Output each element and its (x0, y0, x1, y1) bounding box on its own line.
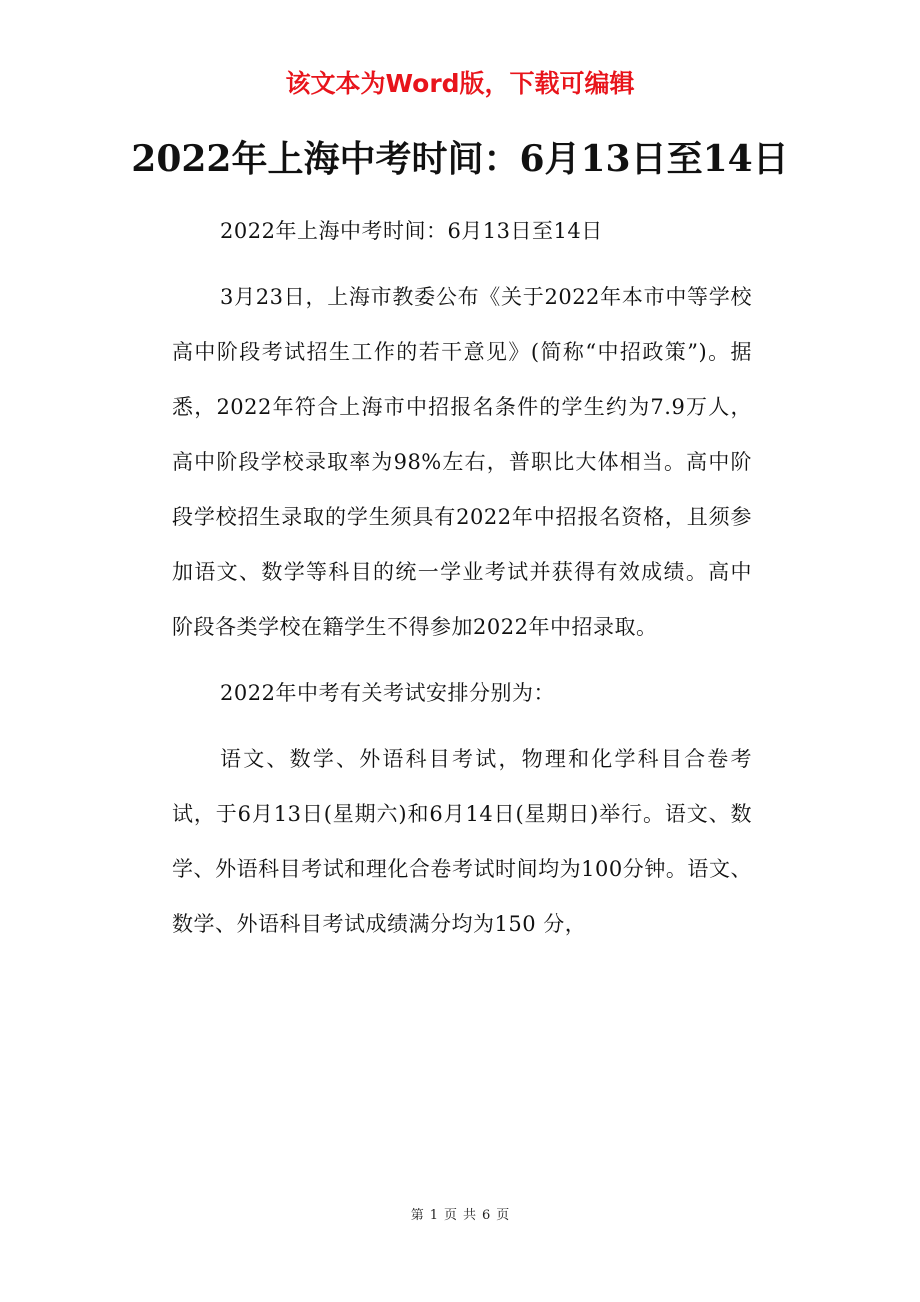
page-footer (0, 1206, 920, 1226)
footer-prefix: 第 (410, 1208, 424, 1223)
paragraph: 语文、数学、外语科目考试，物理和化学科目合卷考试，于6月13日(星期六)和6月14日(星期日)举行。语文、数学、外语科目考试和理化合卷考试时间均为100分钟。语文、数学、外语科目考试成绩满分均为150 分， (172, 747, 752, 936)
document-body (172, 204, 752, 963)
footer-page-word: 页 (443, 1208, 457, 1223)
footer-suffix: 页 (496, 1208, 510, 1223)
paragraph: 3月23日，上海市教委公布《关于2022年本市中等学校高中阶段考试招生工作的若干意见》(简称“中招政策”)。据悉，2022年符合上海市中招报名条件的学生约为7.9万人，高中阶段学校录取率为98%左右，普职比大体相当。高中阶段学校招生录取的学生须具有2022年中招报名资格，且须参加语文、数学等科目的统一学业考试并获得有效成绩。高中阶段各类学校在籍学生不得参加2022年中招录取。 (172, 285, 752, 639)
total-page-count: 6 (482, 1208, 491, 1223)
paragraph: 2022年中考有关考试安排分别为： (220, 681, 555, 705)
paragraph: 2022年上海中考时间：6月13日至14日 (220, 219, 603, 243)
header-note: 该文本为Word版，下载可编辑 (285, 69, 635, 98)
current-page-number: 1 (429, 1208, 438, 1223)
document-title: 2022年上海中考时间：6月13日至14日 (131, 138, 789, 180)
footer-total-prefix: 共 (463, 1208, 477, 1223)
